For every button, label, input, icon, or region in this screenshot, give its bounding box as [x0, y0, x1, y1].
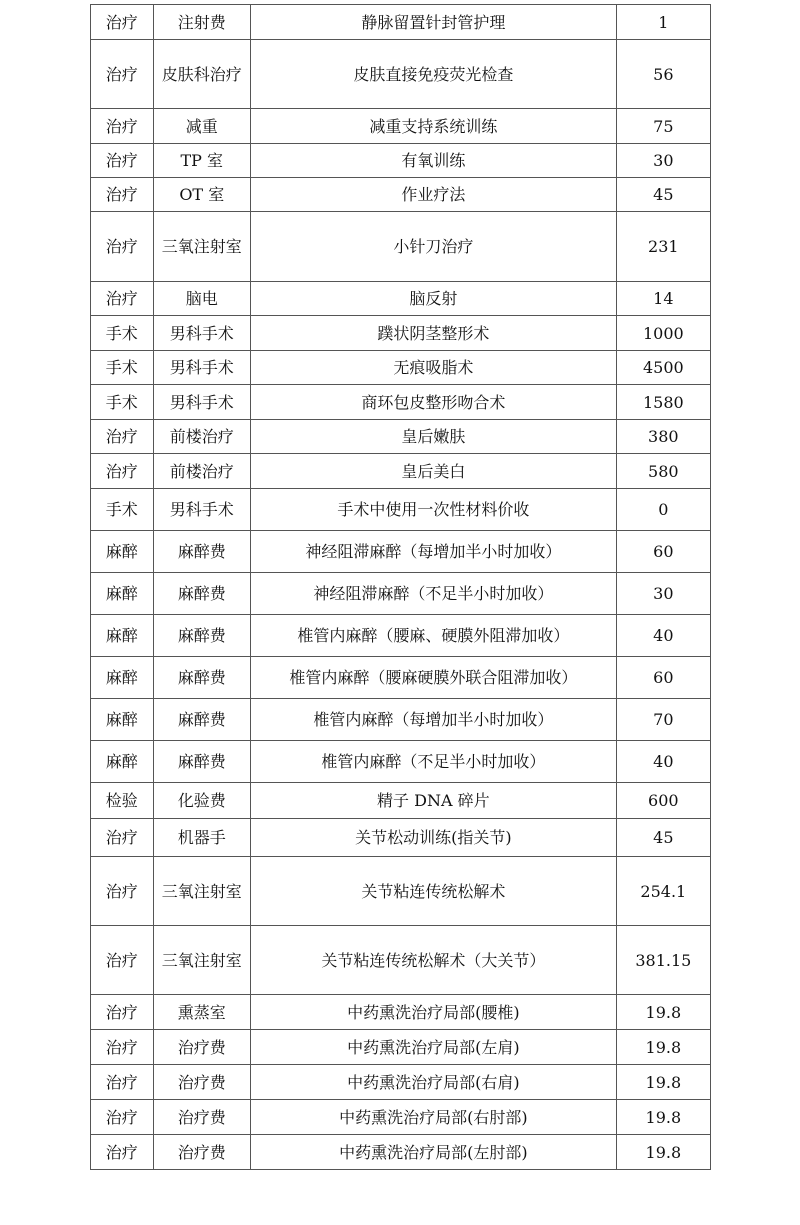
category-cell: 治疗	[91, 454, 154, 489]
department-cell: 熏蒸室	[153, 995, 251, 1030]
table-row	[91, 420, 711, 454]
item-name-cell: 椎管内麻醉（腰麻、硬膜外阻滞加收）	[251, 615, 617, 657]
price-cell: 1580	[616, 385, 710, 420]
department-cell: 男科手术	[153, 351, 251, 385]
item-name-cell: 关节粘连传统松解术	[251, 857, 617, 926]
item-name-cell: 商环包皮整形吻合术	[251, 385, 617, 420]
category-cell: 手术	[91, 489, 154, 531]
item-name-cell: 脑反射	[251, 282, 617, 316]
department-cell: 男科手术	[153, 385, 251, 420]
table-row	[91, 699, 711, 741]
item-name-cell: 小针刀治疗	[251, 212, 617, 282]
category-cell: 治疗	[91, 420, 154, 454]
item-name-cell: 静脉留置针封管护理	[251, 5, 617, 40]
item-name-cell: 中药熏洗治疗局部(腰椎)	[251, 995, 617, 1030]
price-cell: 19.8	[616, 995, 710, 1030]
department-cell: 前楼治疗	[153, 420, 251, 454]
table-row	[91, 615, 711, 657]
price-cell: 254.1	[616, 857, 710, 926]
item-name-cell: 皇后嫩肤	[251, 420, 617, 454]
category-cell: 手术	[91, 316, 154, 351]
price-cell: 381.15	[616, 926, 710, 995]
fee-table	[90, 4, 711, 1170]
table-row	[91, 5, 711, 40]
category-cell: 治疗	[91, 40, 154, 109]
category-cell: 麻醉	[91, 741, 154, 783]
department-cell: 三氧注射室	[153, 212, 251, 282]
item-name-cell: 蹼状阴茎整形术	[251, 316, 617, 351]
table-row	[91, 454, 711, 489]
table-row	[91, 995, 711, 1030]
table-row	[91, 1135, 711, 1170]
category-cell: 治疗	[91, 1065, 154, 1100]
department-cell: 机器手	[153, 819, 251, 857]
price-cell: 19.8	[616, 1065, 710, 1100]
item-name-cell: 关节松动训练(指关节)	[251, 819, 617, 857]
category-cell: 麻醉	[91, 531, 154, 573]
table-row	[91, 40, 711, 109]
department-cell: 治疗费	[153, 1030, 251, 1065]
price-cell: 19.8	[616, 1030, 710, 1065]
category-cell: 麻醉	[91, 699, 154, 741]
category-cell: 麻醉	[91, 615, 154, 657]
item-name-cell: 中药熏洗治疗局部(右肘部)	[251, 1100, 617, 1135]
item-name-cell: 中药熏洗治疗局部(左肘部)	[251, 1135, 617, 1170]
department-cell: 化验费	[153, 783, 251, 819]
table-row	[91, 783, 711, 819]
category-cell: 治疗	[91, 926, 154, 995]
price-cell: 40	[616, 615, 710, 657]
department-cell: 麻醉费	[153, 699, 251, 741]
department-cell: 麻醉费	[153, 615, 251, 657]
category-cell: 手术	[91, 385, 154, 420]
category-cell: 治疗	[91, 144, 154, 178]
category-cell: 治疗	[91, 212, 154, 282]
category-cell: 治疗	[91, 819, 154, 857]
price-cell: 19.8	[616, 1135, 710, 1170]
table-row	[91, 212, 711, 282]
table-row	[91, 657, 711, 699]
department-cell: 麻醉费	[153, 657, 251, 699]
table-row	[91, 282, 711, 316]
price-cell: 60	[616, 657, 710, 699]
item-name-cell: 中药熏洗治疗局部(左肩)	[251, 1030, 617, 1065]
item-name-cell: 有氧训练	[251, 144, 617, 178]
table-row	[91, 351, 711, 385]
department-cell: 麻醉费	[153, 531, 251, 573]
department-cell: 治疗费	[153, 1135, 251, 1170]
department-cell: 三氧注射室	[153, 857, 251, 926]
table-row	[91, 489, 711, 531]
category-cell: 治疗	[91, 1030, 154, 1065]
table-row	[91, 1100, 711, 1135]
item-name-cell: 神经阻滞麻醉（不足半小时加收）	[251, 573, 617, 615]
table-row	[91, 1065, 711, 1100]
department-cell: 皮肤科治疗	[153, 40, 251, 109]
price-cell: 1	[616, 5, 710, 40]
item-name-cell: 椎管内麻醉（腰麻硬膜外联合阻滞加收）	[251, 657, 617, 699]
price-cell: 60	[616, 531, 710, 573]
price-cell: 14	[616, 282, 710, 316]
price-cell: 19.8	[616, 1100, 710, 1135]
department-cell: 治疗费	[153, 1100, 251, 1135]
item-name-cell: 椎管内麻醉（每增加半小时加收）	[251, 699, 617, 741]
department-cell: 治疗费	[153, 1065, 251, 1100]
table-row	[91, 926, 711, 995]
item-name-cell: 减重支持系统训练	[251, 109, 617, 144]
item-name-cell: 精子 DNA 碎片	[251, 783, 617, 819]
table-row	[91, 531, 711, 573]
item-name-cell: 皇后美白	[251, 454, 617, 489]
department-cell: 男科手术	[153, 316, 251, 351]
department-cell: TP 室	[153, 144, 251, 178]
category-cell: 麻醉	[91, 657, 154, 699]
price-cell: 4500	[616, 351, 710, 385]
category-cell: 治疗	[91, 109, 154, 144]
department-cell: 三氧注射室	[153, 926, 251, 995]
department-cell: 脑电	[153, 282, 251, 316]
item-name-cell: 无痕吸脂术	[251, 351, 617, 385]
price-cell: 45	[616, 819, 710, 857]
table-row	[91, 819, 711, 857]
item-name-cell: 椎管内麻醉（不足半小时加收）	[251, 741, 617, 783]
table-row	[91, 741, 711, 783]
price-cell: 600	[616, 783, 710, 819]
price-cell: 580	[616, 454, 710, 489]
price-cell: 45	[616, 178, 710, 212]
table-row	[91, 144, 711, 178]
price-cell: 1000	[616, 316, 710, 351]
price-cell: 380	[616, 420, 710, 454]
table-row	[91, 316, 711, 351]
category-cell: 治疗	[91, 995, 154, 1030]
table-row	[91, 178, 711, 212]
price-cell: 30	[616, 144, 710, 178]
item-name-cell: 作业疗法	[251, 178, 617, 212]
category-cell: 治疗	[91, 178, 154, 212]
table-row	[91, 573, 711, 615]
price-cell: 56	[616, 40, 710, 109]
department-cell: 减重	[153, 109, 251, 144]
category-cell: 治疗	[91, 1100, 154, 1135]
category-cell: 治疗	[91, 282, 154, 316]
price-cell: 231	[616, 212, 710, 282]
department-cell: 麻醉费	[153, 741, 251, 783]
item-name-cell: 中药熏洗治疗局部(右肩)	[251, 1065, 617, 1100]
department-cell: 前楼治疗	[153, 454, 251, 489]
department-cell: OT 室	[153, 178, 251, 212]
table-row	[91, 385, 711, 420]
price-cell: 0	[616, 489, 710, 531]
table-row	[91, 1030, 711, 1065]
price-cell: 70	[616, 699, 710, 741]
category-cell: 检验	[91, 783, 154, 819]
department-cell: 麻醉费	[153, 573, 251, 615]
price-cell: 40	[616, 741, 710, 783]
category-cell: 麻醉	[91, 573, 154, 615]
table-row	[91, 857, 711, 926]
category-cell: 治疗	[91, 5, 154, 40]
item-name-cell: 手术中使用一次性材料价收	[251, 489, 617, 531]
price-cell: 30	[616, 573, 710, 615]
fee-table-body	[91, 5, 711, 1170]
department-cell: 男科手术	[153, 489, 251, 531]
category-cell: 治疗	[91, 857, 154, 926]
category-cell: 手术	[91, 351, 154, 385]
item-name-cell: 神经阻滞麻醉（每增加半小时加收）	[251, 531, 617, 573]
item-name-cell: 皮肤直接免疫荧光检查	[251, 40, 617, 109]
item-name-cell: 关节粘连传统松解术（大关节）	[251, 926, 617, 995]
department-cell: 注射费	[153, 5, 251, 40]
table-row	[91, 109, 711, 144]
category-cell: 治疗	[91, 1135, 154, 1170]
price-cell: 75	[616, 109, 710, 144]
